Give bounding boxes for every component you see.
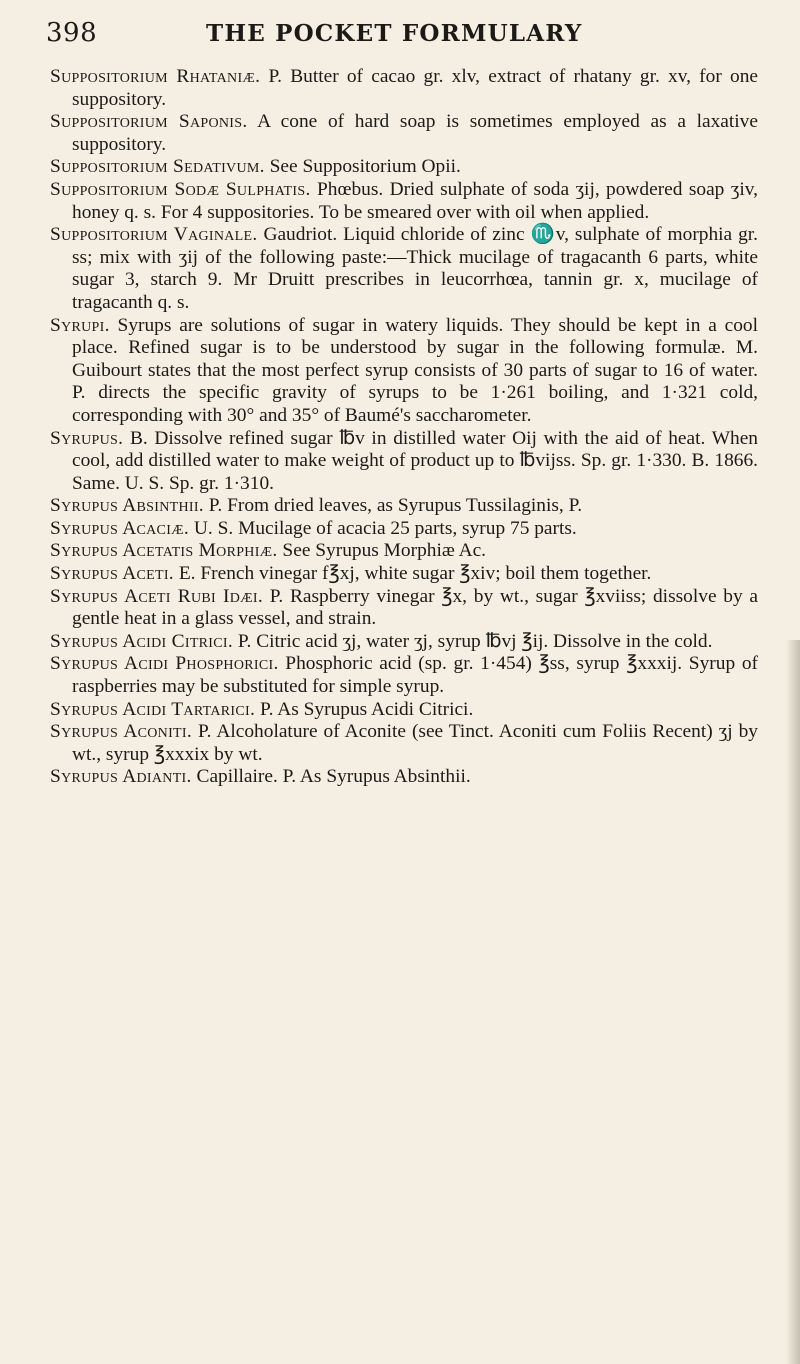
entry-headword: Syrupus Aceti Rubi Idæi. bbox=[50, 585, 264, 607]
entry-suppositorium-vaginale bbox=[50, 224, 758, 314]
entry-headword: Suppositorium Vaginale. bbox=[50, 224, 258, 246]
entry-text: B. Dissolve refined sugar ℔v in distilled water Oij with the aid of heat. When cool, add distilled water to make weight of product up to ℔vijss. Sp. gr. 1·330. B. 1866. Same. U. S. Sp. gr. 1·310. bbox=[72, 427, 758, 494]
entry-headword: Syrupus Acidi Phosphorici. bbox=[50, 653, 279, 675]
entry-text: Phosphoric acid (sp. gr. 1·454) ℥ss, syrup ℥xxxij. Syrup of raspberries may be substituted for simple syrup. bbox=[72, 653, 758, 698]
entry-text: A cone of hard soap is sometimes employed as a laxative suppository. bbox=[72, 111, 758, 155]
entry-text: Capillaire. P. As Syrupus Absinthii. bbox=[191, 766, 471, 788]
entry-headword: Syrupus Adianti. bbox=[50, 766, 192, 788]
entry-headword: Syrupus Acetatis Morphiæ. bbox=[50, 540, 278, 562]
entry-headword: Suppositorium Sodæ Sulphatis. bbox=[50, 178, 311, 200]
entry-syrupi bbox=[50, 315, 758, 428]
entry-headword: Syrupus Absinthii. bbox=[50, 495, 204, 517]
entry-text: U. S. Mucilage of acacia 25 parts, syrup 75 parts. bbox=[189, 517, 577, 539]
entry-text: Phœbus. Dried sulphate of soda ʒij, powdered soap ʒiv, honey q. s. For 4 suppositories. To be smeared over with oil when applied. bbox=[72, 178, 758, 223]
entry-syrupus-adianti bbox=[50, 766, 758, 789]
entry-text: P. As Syrupus Acidi Citrici. bbox=[255, 698, 474, 720]
entry-syrupus-acidi-tartarici bbox=[50, 699, 758, 722]
entry-headword: Suppositorium Saponis. bbox=[50, 111, 248, 133]
entry-headword: Syrupus Aconiti. bbox=[50, 721, 193, 743]
entry-headword: Syrupi. bbox=[50, 314, 110, 336]
page-header bbox=[46, 18, 746, 52]
entry-headword: Syrupus Acaciæ. bbox=[50, 517, 190, 539]
entry-text: Gaudriot. Liquid chloride of zinc ♏v, sulphate of morphia gr. ss; mix with ʒij of the following paste:—Thick mucilage of tragacanth 6 parts, white sugar 3, starch 9. Mr Druitt prescribes in leucorrhœa, tannin gr. x, mucilage of tragacanth q. s. bbox=[72, 224, 759, 313]
entry-suppositorium-sodae-sulphatis bbox=[50, 179, 758, 224]
formulary-entries bbox=[50, 66, 758, 789]
entry-text: See Suppositorium Opii. bbox=[264, 156, 461, 178]
entry-suppositorium-saponis bbox=[50, 111, 758, 156]
entry-suppositorium-rhataniae bbox=[50, 66, 758, 111]
entry-syrupus-acaciae bbox=[50, 518, 758, 541]
entry-headword: Syrupus Acidi Citrici. bbox=[50, 630, 234, 652]
entry-syrupus-aceti bbox=[50, 563, 758, 586]
entry-text: Syrups are solutions of sugar in watery liquids. They should be kept in a cool place. Refined sugar is to be understood by sugar in the following formulæ. M. Guibourt states that the most perfect syrup consists of 30 parts of sugar to 16 of water. P. directs the specific gravity of syrups to be 1·261 boiling, and 1·321 cold, corresponding with 30° and 35° of Baumé's saccharometer. bbox=[72, 314, 758, 426]
entry-syrupus-acetatis-morphiae bbox=[50, 540, 758, 563]
entry-syrupus bbox=[50, 428, 758, 496]
entry-text: P. From dried leaves, as Syrupus Tussilaginis, P. bbox=[203, 495, 583, 517]
entry-text: P. Citric acid ʒj, water ʒj, syrup ℔vj ℥ij. Dissolve in the cold. bbox=[233, 630, 713, 652]
entry-text: See Syrupus Morphiæ Ac. bbox=[277, 540, 487, 562]
page-edge-shadow bbox=[786, 640, 800, 1364]
entry-headword: Syrupus. bbox=[50, 427, 124, 449]
entry-syrupus-acidi-phosphorici bbox=[50, 653, 758, 698]
entry-syrupus-acidi-citrici bbox=[50, 631, 758, 654]
entry-syrupus-aconiti bbox=[50, 721, 758, 766]
entry-text: P. Alcoholature of Aconite (see Tinct. Aconiti cum Foliis Recent) ʒj by wt., syrup ℥xxxix by wt. bbox=[72, 721, 758, 765]
entry-headword: Suppositorium Rhataniæ. bbox=[50, 66, 261, 87]
entry-text: E. French vinegar f℥xj, white sugar ℥xiv; boil them together. bbox=[173, 563, 652, 585]
entry-headword: Suppositorium Sedativum. bbox=[50, 156, 265, 178]
page-number: 398 bbox=[46, 18, 98, 48]
entry-text: P. Butter of cacao gr. xlv, extract of rhatany gr. xv, for one suppository. bbox=[72, 66, 758, 110]
entry-syrupus-aceti-rubi-idaei bbox=[50, 586, 758, 631]
entry-headword: Syrupus Acidi Tartarici. bbox=[50, 698, 256, 720]
entry-headword: Syrupus Aceti. bbox=[50, 563, 174, 585]
entry-syrupus-absinthii bbox=[50, 495, 758, 518]
running-title: THE POCKET FORMULARY bbox=[206, 20, 583, 47]
entry-text: P. Raspberry vinegar ℥x, by wt., sugar ℥xviiss; dissolve by a gentle heat in a glass vessel, and strain. bbox=[72, 585, 759, 630]
entry-suppositorium-sedativum bbox=[50, 156, 758, 179]
